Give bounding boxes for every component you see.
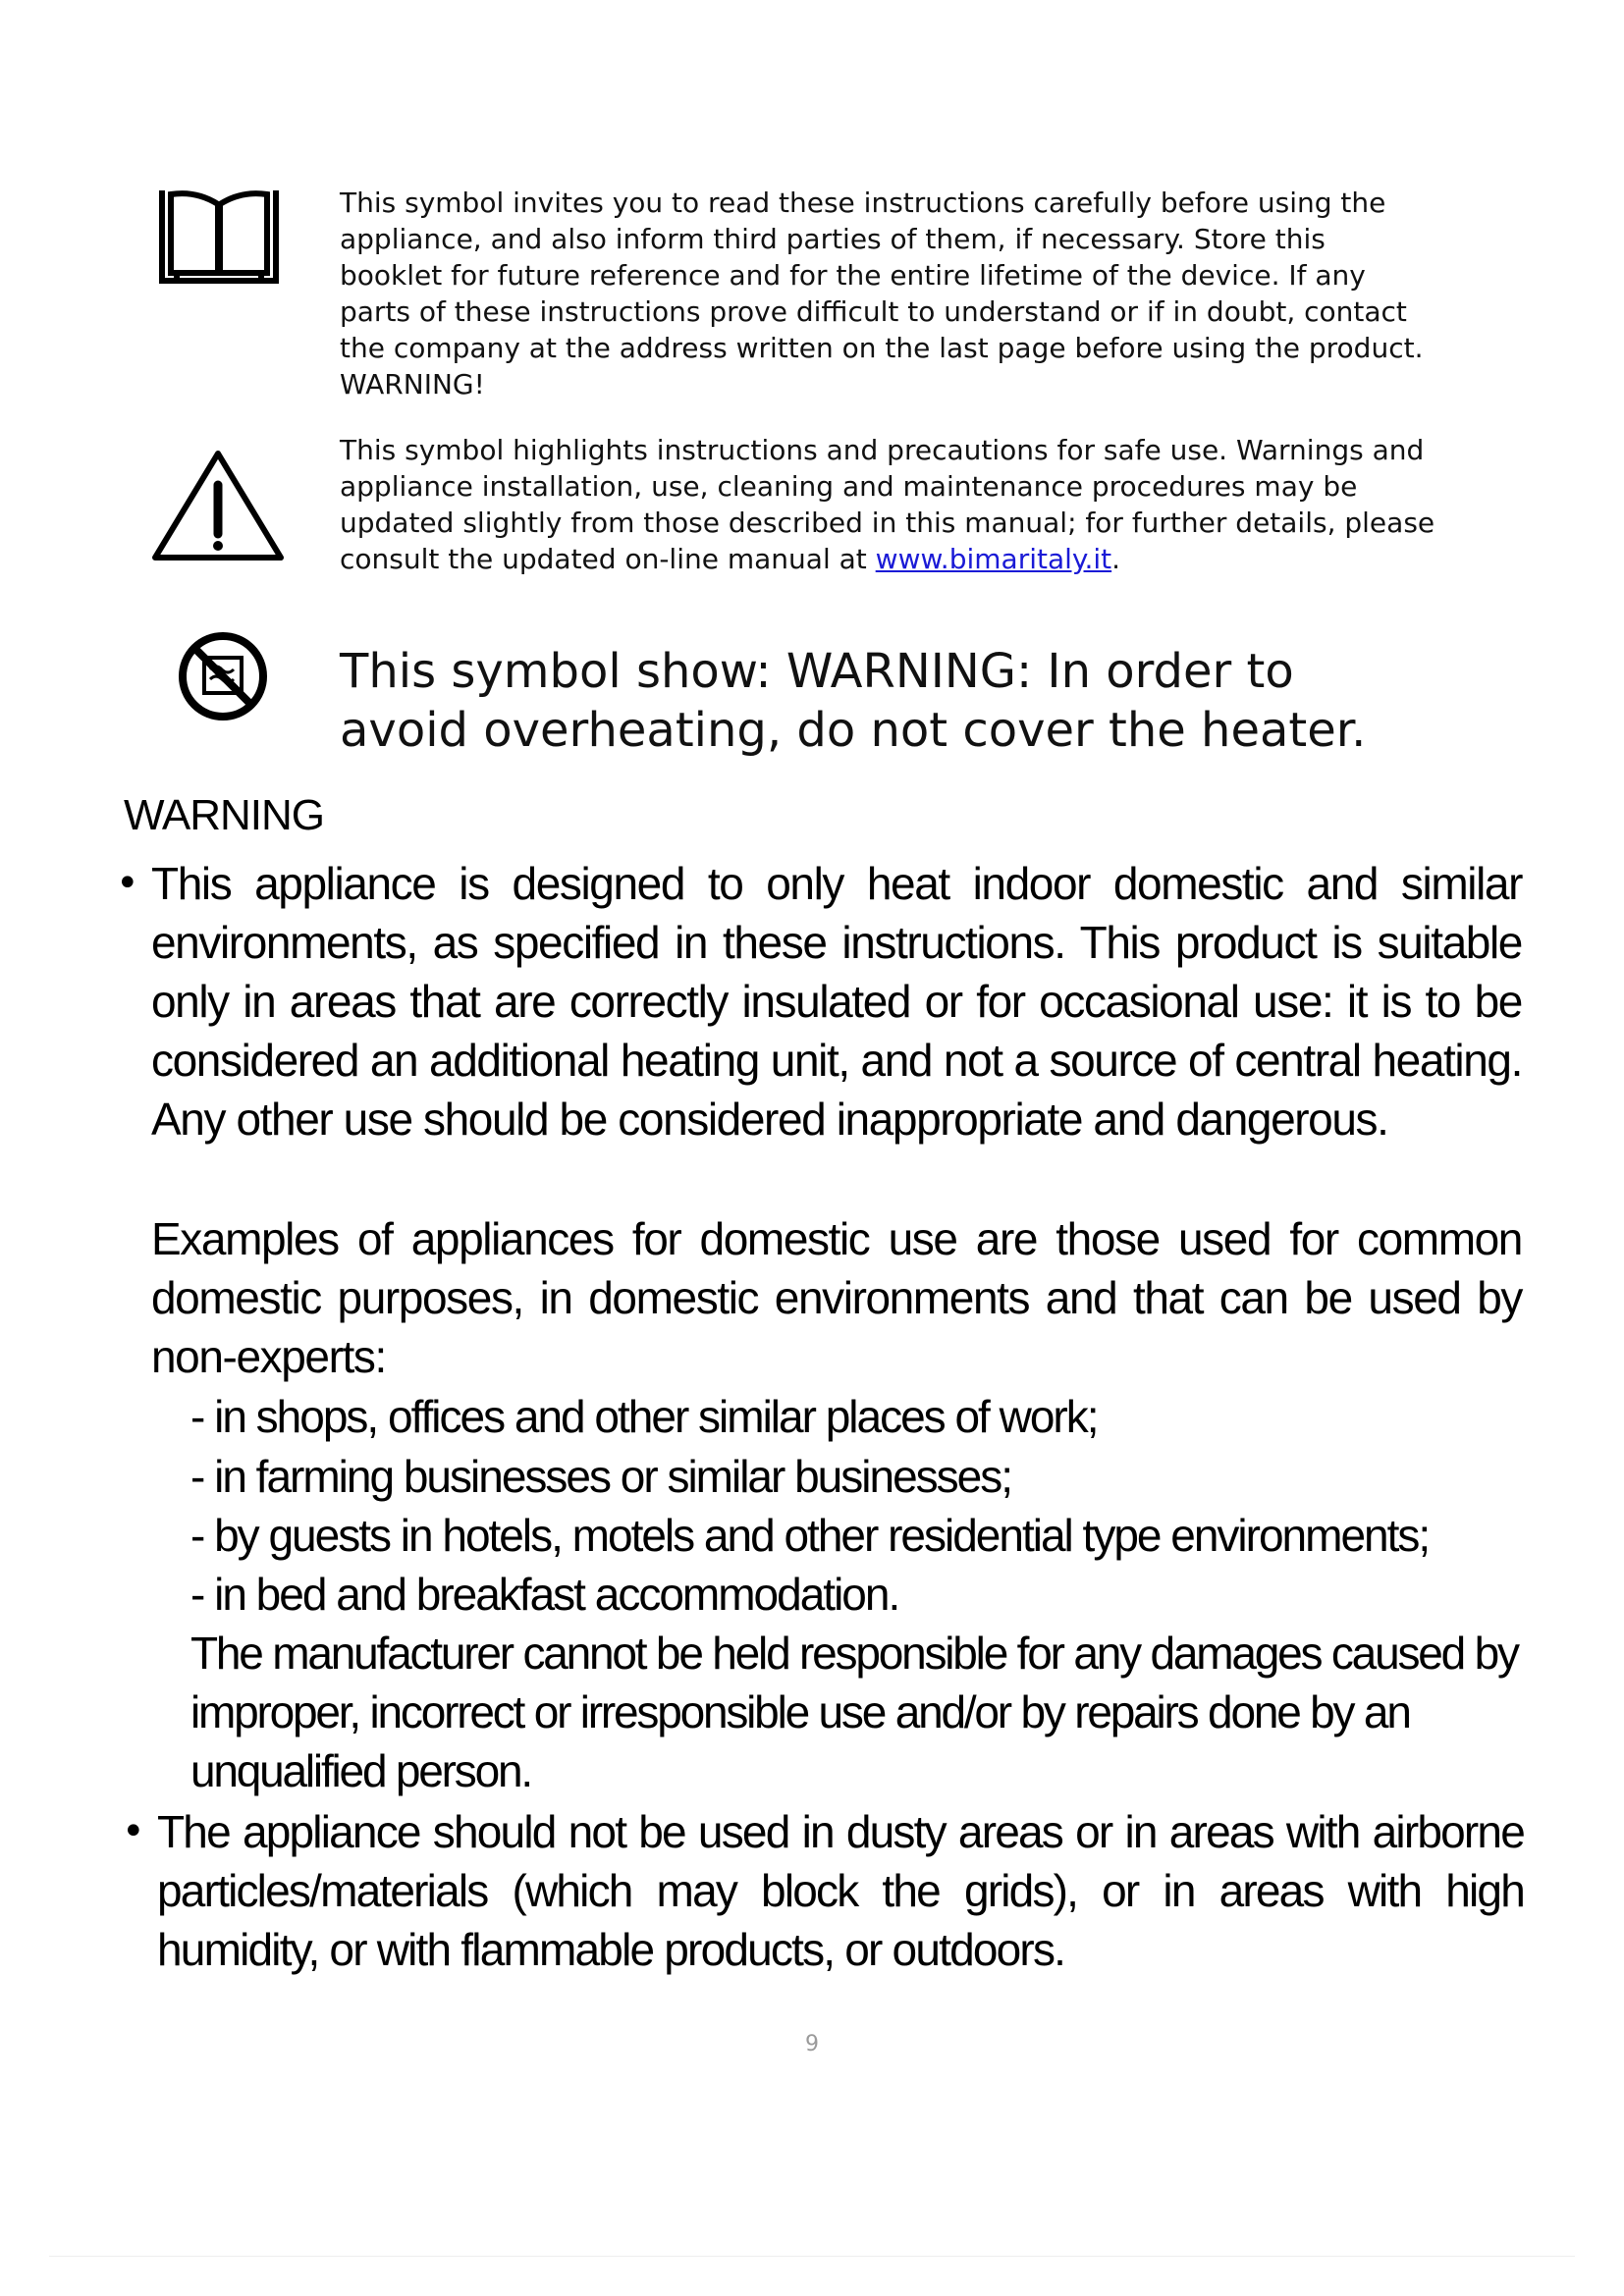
safety-text-end: . — [1111, 543, 1121, 575]
sub-item-shops: - in shops, offices and other similar places of work; — [190, 1391, 1098, 1442]
page-number: 9 — [805, 2032, 819, 2056]
warning-item-1-para-1: This appliance is designed to only heat indoor domestic and similar environments, as specified in these instructions. This product is suitable only in areas that are correctly insulated or for occasional use: it is to be considered an additional heating unit, and not a source of central heating. Any other use should be considered inappropriate and dangerous. — [151, 858, 1522, 1145]
sub-item-hotels: - by guests in hotels, motels and other residential type environments; — [190, 1510, 1430, 1561]
do-not-cover-icon — [177, 630, 269, 722]
open-book-icon — [157, 183, 281, 291]
disclaimer: The manufacturer cannot be held responsible for any damages caused by improper, incorrect or irresponsible use and/or by repairs done by an unqualified person. — [190, 1628, 1518, 1796]
warning-item-1-para-2: Examples of appliances for domestic use are those used for common domestic purposes, in domestic environments and that can be used by non-experts: — [151, 1213, 1522, 1382]
warning-heading: WARNING — [124, 791, 325, 839]
sub-item-farming: - in farming businesses or similar businesses; — [190, 1451, 1012, 1502]
bullet-1: • — [116, 861, 139, 906]
do-not-cover-body: In order to avoid overheating, do not cover the heater. — [340, 644, 1367, 758]
warning-triangle-icon — [149, 448, 287, 563]
do-not-cover-text — [340, 642, 1518, 760]
safety-text — [340, 432, 1498, 577]
do-not-cover-prefix: This symbol show: — [340, 644, 786, 699]
warning-item-2: The appliance should not be used in dusty areas or in areas with airborne particles/materials (which may block the grids), or in areas with high humidity, or with flammable products, or outdoors. — [157, 1806, 1524, 1975]
read-instructions-text: This symbol invites you to read these instructions carefully before using the appliance, and also inform third parties of them, if necessary. Store this booklet for future reference and for the entire lifetime of the device. If any parts of these instructions prove difficult to understand or if in doubt, contact the company at the address written on the last page before using the product. WARNING! — [340, 187, 1424, 400]
sub-item-bnb: - in bed and breakfast accommodation. — [190, 1569, 899, 1620]
footer-divider — [49, 2256, 1575, 2257]
safety-text-body: This symbol highlights instructions and precautions for safe use. Warnings and appliance installation, use, cleaning and maintenance procedures may be updated slightly from those described in this manual; for further details, please consult the updated on-line manual at — [340, 434, 1435, 575]
do-not-cover-emphasis: WARNING: — [785, 644, 1033, 699]
manual-link[interactable]: www.bimaritaly.it — [875, 543, 1112, 575]
bullet-2: • — [122, 1809, 145, 1854]
